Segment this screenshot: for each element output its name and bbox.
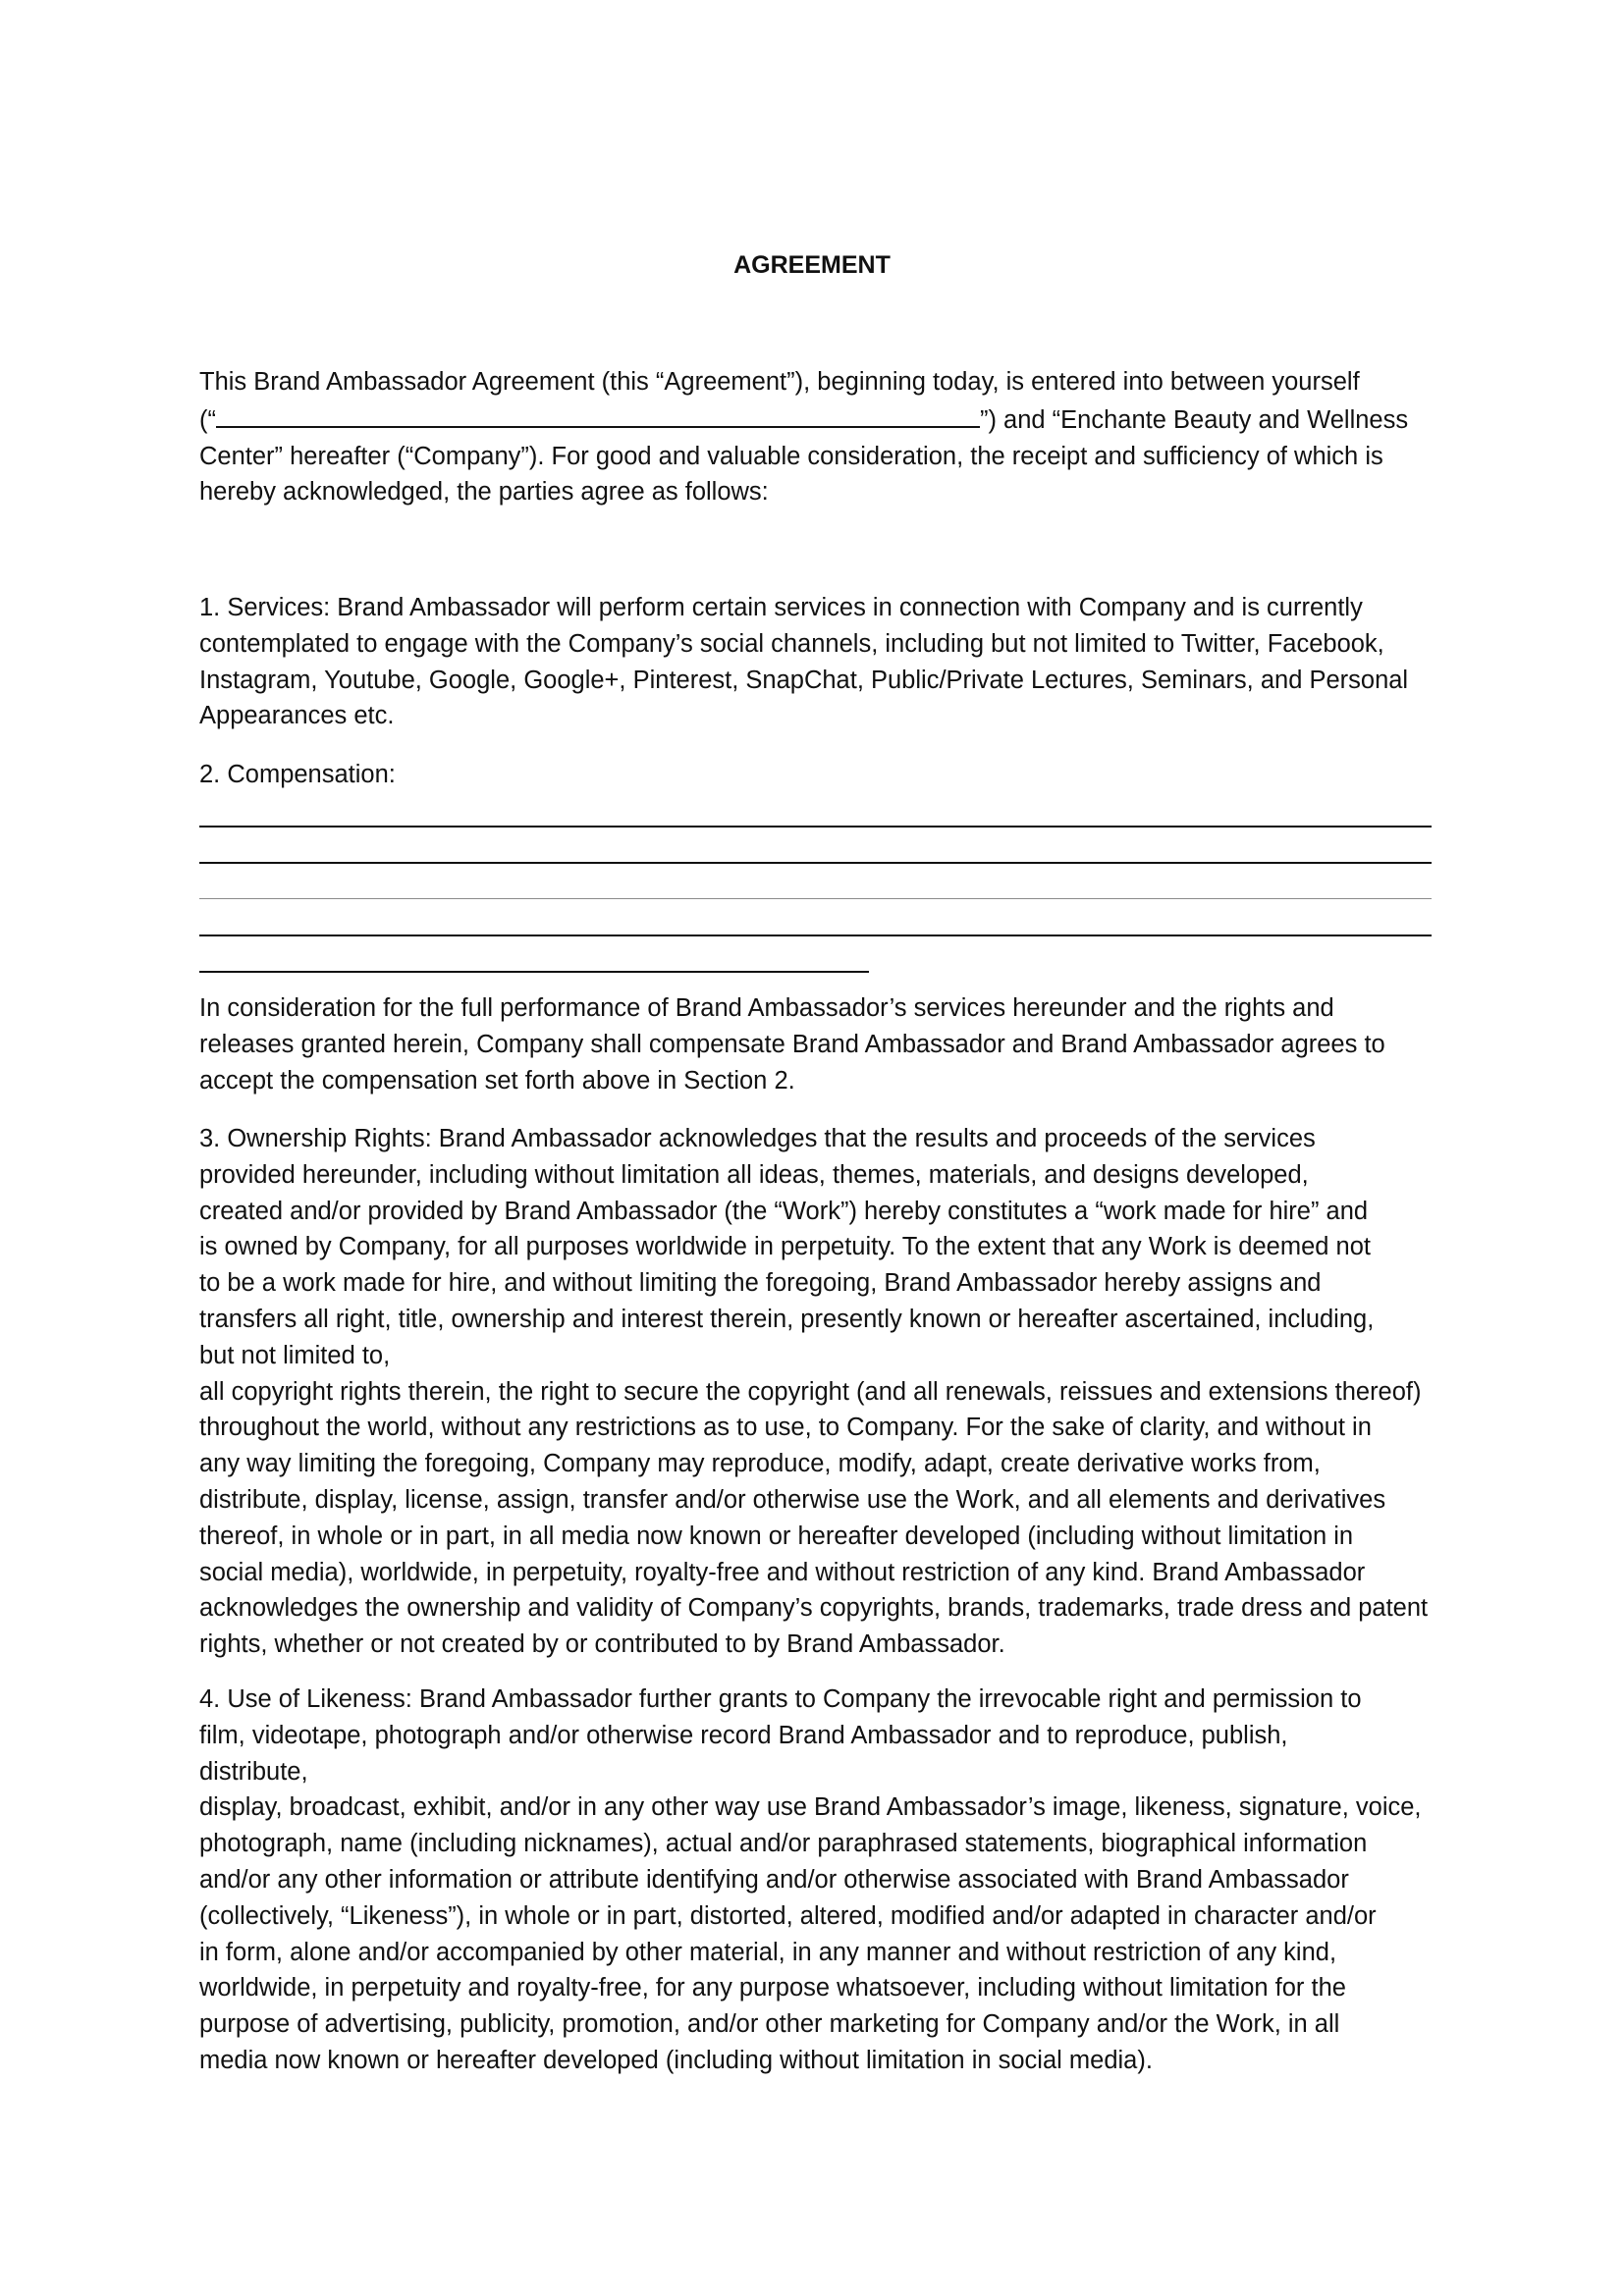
- ownership-line: thereof, in whole or in part, in all media now known or hereafter developed (including without limitation in: [199, 1522, 1354, 1550]
- likeness-line: media now known or hereafter developed (including without limitation in social media).: [199, 2046, 1153, 2074]
- use-of-likeness-section: [199, 1682, 1456, 2079]
- intro-quote-open: (“: [199, 405, 216, 434]
- ownership-line: any way limiting the foregoing, Company may reproduce, modify, adapt, create derivative works from,: [199, 1450, 1321, 1478]
- consideration-line: releases granted herein, Company shall compensate Brand Ambassador and Brand Ambassador agrees to: [199, 1030, 1385, 1058]
- intro-quote-close: ”) and “Enchante Beauty and Wellness: [979, 405, 1409, 434]
- ownership-line: to be a work made for hire, and without limiting the foregoing, Brand Ambassador hereby assigns and: [199, 1269, 1322, 1298]
- ownership-line: throughout the world, without any restrictions as to use, to Company. For the sake of clarity, and without in: [199, 1414, 1372, 1442]
- compensation-blank-line[interactable]: [199, 826, 1432, 828]
- services-line: Appearances etc.: [199, 702, 395, 730]
- ownership-line: is owned by Company, for all purposes worldwide in perpetuity. To the extent that any Work is deemed not: [199, 1233, 1371, 1261]
- intro-line: [199, 400, 1456, 439]
- likeness-line: photograph, name (including nicknames), actual and/or paraphrased statements, biographical information: [199, 1830, 1368, 1858]
- services-line: Instagram, Youtube, Google, Google+, Pinterest, SnapChat, Public/Private Lectures, Seminars, and Personal: [199, 666, 1409, 694]
- likeness-line: 4. Use of Likeness: Brand Ambassador further grants to Company the irrevocable right and permission to: [199, 1685, 1362, 1713]
- consideration-paragraph: [199, 990, 1456, 1098]
- ownership-line: acknowledges the ownership and validity of Company’s copyrights, brands, trademarks, trade dress and patent: [199, 1594, 1429, 1623]
- compensation-blank-line[interactable]: [199, 862, 1432, 864]
- ownership-line: distribute, display, license, assign, transfer and/or otherwise use the Work, and all elements and derivatives: [199, 1485, 1386, 1514]
- ownership-line: but not limited to,: [199, 1341, 391, 1369]
- services-line: contemplated to engage with the Company’s social channels, including but not limited to Twitter, Facebook,: [199, 629, 1384, 658]
- compensation-blank-line[interactable]: [199, 934, 1432, 936]
- consideration-line: In consideration for the full performance of Brand Ambassador’s services hereunder and the rights and: [199, 994, 1334, 1022]
- intro-line: Center” hereafter (“Company”). For good and valuable consideration, the receipt and sufficiency of which is: [199, 442, 1383, 470]
- likeness-line: distribute,: [199, 1757, 308, 1786]
- likeness-line: in form, alone and/or accompanied by other material, in any manner and without restriction of any kind,: [199, 1938, 1337, 1966]
- likeness-line: film, videotape, photograph and/or otherwise record Brand Ambassador and to reproduce, publish,: [199, 1721, 1288, 1749]
- intro-line: This Brand Ambassador Agreement (this “Agreement”), beginning today, is entered into between yourself: [199, 368, 1360, 396]
- ownership-line: 3. Ownership Rights: Brand Ambassador acknowledges that the results and proceeds of the services: [199, 1125, 1316, 1152]
- likeness-line: and/or any other information or attribute identifying and/or otherwise associated with Brand Ambassador: [199, 1865, 1349, 1894]
- ownership-line: transfers all right, title, ownership and interest therein, presently known or hereafter ascertained, including,: [199, 1305, 1375, 1333]
- compensation-section: [199, 757, 1456, 793]
- ownership-rights-section: [199, 1121, 1456, 1663]
- ownership-line: social media), worldwide, in perpetuity, royalty-free and without restriction of any kind. Brand Ambassador: [199, 1558, 1366, 1586]
- compensation-blank-line[interactable]: [199, 971, 869, 973]
- ownership-line: all copyright rights therein, the right to secure the copyright (and all renewals, reissues and extensions thereof): [199, 1377, 1422, 1406]
- document-title: AGREEMENT: [733, 251, 891, 279]
- consideration-line: accept the compensation set forth above in Section 2.: [199, 1066, 795, 1095]
- intro-paragraph: [199, 364, 1456, 510]
- services-line: 1. Services: Brand Ambassador will perform certain services in connection with Company and is currently: [199, 594, 1363, 621]
- compensation-blank-line[interactable]: [199, 898, 1432, 899]
- services-section: [199, 590, 1456, 734]
- ownership-line: provided hereunder, including without limitation all ideas, themes, materials, and designs developed,: [199, 1160, 1309, 1189]
- likeness-line: worldwide, in perpetuity and royalty-free, for any purpose whatsoever, including without limitation for the: [199, 1974, 1346, 2002]
- likeness-line: display, broadcast, exhibit, and/or in any other way use Brand Ambassador’s image, likeness, signature, voice,: [199, 1793, 1422, 1822]
- ownership-line: created and/or provided by Brand Ambassador (the “Work”) hereby constitutes a “work made for hire” and: [199, 1197, 1369, 1225]
- party-name-blank-field[interactable]: [216, 400, 980, 428]
- ownership-line: rights, whether or not created by or contributed to by Brand Ambassador.: [199, 1630, 1005, 1659]
- likeness-line: (collectively, “Likeness”), in whole or in part, distorted, altered, modified and/or adapted in character and/or: [199, 1901, 1377, 1930]
- likeness-line: purpose of advertising, publicity, promotion, and/or other marketing for Company and/or the Work, in all: [199, 2010, 1340, 2039]
- compensation-heading: 2. Compensation:: [199, 761, 396, 788]
- intro-line: hereby acknowledged, the parties agree as follows:: [199, 478, 769, 507]
